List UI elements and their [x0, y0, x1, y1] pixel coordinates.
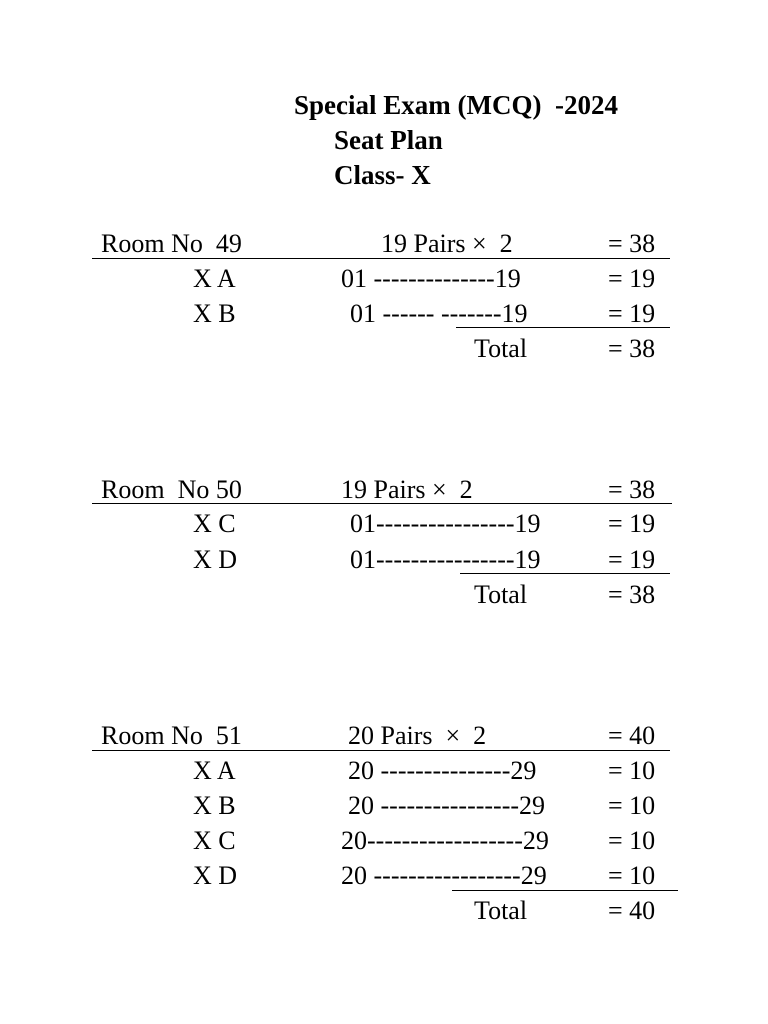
total-label: Total	[474, 334, 528, 363]
roll-range: 01----------------19	[350, 545, 541, 574]
room-total: = 38	[608, 229, 656, 258]
section-label: X D	[193, 545, 238, 574]
room-label: Room No 51	[101, 721, 242, 750]
sum-underline	[456, 327, 670, 328]
room-total: = 38	[608, 475, 656, 504]
roll-range: 01 ------ -------19	[350, 299, 528, 328]
class-heading: Class- X	[334, 160, 431, 190]
room-underline	[92, 503, 672, 504]
section-count: = 19	[608, 299, 656, 328]
section-label: X C	[193, 826, 236, 855]
room-label: Room No 49	[101, 229, 242, 258]
section-label: X B	[193, 791, 236, 820]
roll-range: 20 ----------------29	[348, 791, 546, 820]
section-count: = 10	[608, 791, 656, 820]
section-count: = 19	[608, 545, 656, 574]
roll-range: 01 --------------19	[341, 264, 521, 293]
room-total: = 40	[608, 721, 656, 750]
section-label: X A	[193, 264, 236, 293]
section-label: X B	[193, 299, 236, 328]
roll-range: 01----------------19	[350, 509, 541, 538]
section-label: X C	[193, 509, 236, 538]
sum-underline	[460, 573, 670, 574]
room-pairs: 19 Pairs × 2	[381, 229, 513, 258]
total-value: = 40	[608, 896, 656, 925]
total-label: Total	[474, 896, 528, 925]
room-label: Room No 50	[101, 475, 242, 504]
section-label: X A	[193, 756, 236, 785]
room-underline	[92, 750, 670, 751]
section-count: = 10	[608, 861, 656, 890]
section-label: X D	[193, 861, 238, 890]
section-count: = 10	[608, 756, 656, 785]
total-value: = 38	[608, 580, 656, 609]
total-value: = 38	[608, 334, 656, 363]
room-pairs: 19 Pairs × 2	[341, 475, 473, 504]
roll-range: 20 -----------------29	[341, 861, 547, 890]
seat-plan-heading: Seat Plan	[334, 125, 443, 155]
total-label: Total	[474, 580, 528, 609]
room-underline	[92, 258, 670, 259]
exam-title: Special Exam (MCQ) -2024	[294, 90, 618, 120]
roll-range: 20------------------29	[341, 826, 549, 855]
room-pairs: 20 Pairs × 2	[348, 721, 487, 750]
section-count: = 10	[608, 826, 656, 855]
roll-range: 20 ---------------29	[348, 756, 537, 785]
sum-underline	[452, 890, 678, 891]
section-count: = 19	[608, 264, 656, 293]
section-count: = 19	[608, 509, 656, 538]
